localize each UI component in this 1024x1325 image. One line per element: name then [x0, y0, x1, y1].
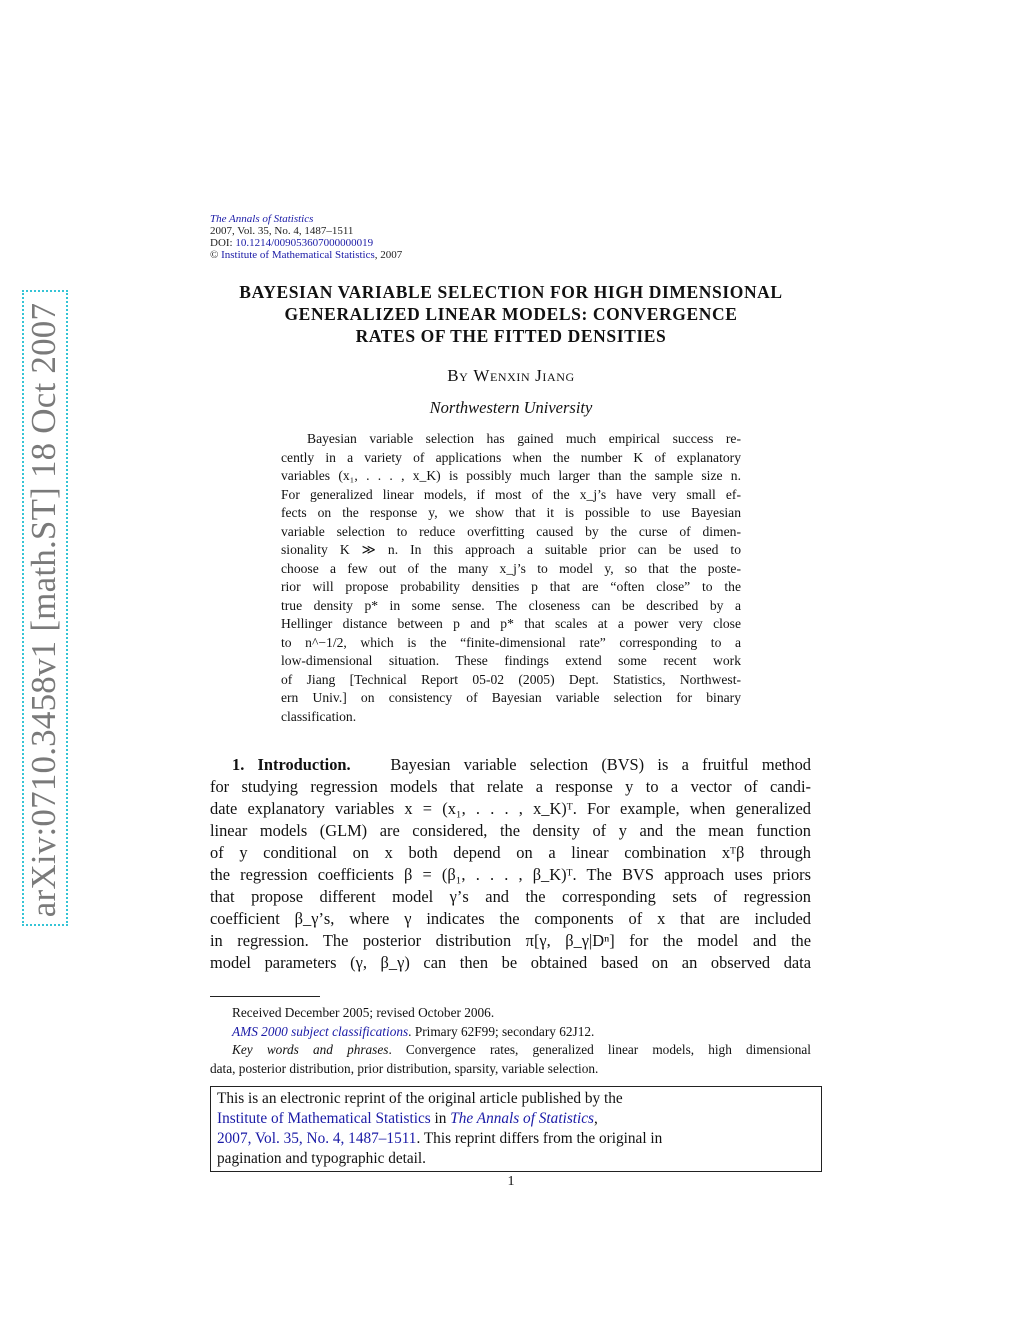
ims-reprint-link[interactable]: Institute of Mathematical Statistics	[217, 1110, 431, 1127]
title-line: GENERALIZED LINEAR MODELS: CONVERGENCE	[284, 304, 738, 324]
intro-line: for studying regression models that relate a response y to a vector of candi-	[210, 777, 811, 796]
footnotes	[210, 1004, 811, 1078]
reprint-line	[217, 1109, 815, 1129]
arxiv-identifier[interactable]: arXiv:0710.3458v1 [math.ST] 18 Oct 2007	[24, 302, 63, 918]
citation-link[interactable]: 2007, Vol. 35, No. 4, 1487–1511	[217, 1130, 417, 1147]
intro-line: linear models (GLM) are considered, the density of y and the mean function	[210, 821, 811, 840]
copyright-icon: ©	[210, 249, 219, 261]
intro-first-line	[210, 754, 811, 776]
abstract-line: rior will propose probability densities p that are “often close” to the	[281, 579, 741, 594]
by-label: By	[447, 366, 469, 385]
ams-classification-link[interactable]: AMS 2000 subject classifications	[232, 1023, 409, 1039]
received-date: Received December 2005; revised October 2006.	[232, 1005, 495, 1020]
doi-link[interactable]: 10.1214/009053607000000019	[235, 237, 374, 249]
abstract-line: For generalized linear models, if most of the x_j’s have very small ef-	[281, 486, 741, 502]
abstract-line: to n^−1/2, which is the “finite-dimensional rate” corresponding to a	[281, 634, 741, 650]
footnote-divider	[210, 996, 320, 997]
abstract-line: classification.	[281, 708, 357, 724]
abstract	[281, 430, 741, 726]
copyright-year: , 2007	[374, 249, 403, 261]
intro-text: Bayesian variable selection (BVS) is a fruitful method	[390, 755, 811, 774]
comma: ,	[594, 1110, 598, 1127]
abstract-line: sionality K ≫ n. In this approach a suitable prior can be used to	[281, 542, 741, 557]
title-line: RATES OF THE FITTED DENSITIES	[355, 326, 667, 346]
in-word: in	[430, 1110, 451, 1127]
paper-title	[210, 281, 812, 347]
keywords-line	[210, 1041, 811, 1060]
keywords-label: Key words and phrases	[232, 1042, 389, 1057]
keywords-continuation: data, posterior distribution, prior distribution, sparsity, variable selection.	[210, 1060, 599, 1076]
intro-line: model parameters (γ, β_γ) can then be obtained based on an observed data	[210, 953, 811, 972]
journal-volume: 2007, Vol. 35, No. 4, 1487–1511	[210, 225, 354, 237]
journal-name-link[interactable]: The Annals of Statistics	[210, 213, 314, 225]
intro-line: in regression. The posterior distribution π[γ, β_γ|Dⁿ] for the model and the	[210, 931, 811, 950]
title-line: BAYESIAN VARIABLE SELECTION FOR HIGH DIMENSIONAL	[239, 282, 783, 302]
reprint-notice	[210, 1086, 822, 1172]
abstract-line: true density p* in some sense. The closeness can be described by a	[281, 597, 741, 613]
intro-line: the regression coefficients β = (β₁, . . . , β_K)ᵀ. The BVS approach uses priors	[210, 865, 811, 884]
abstract-line: variable selection to reduce overfitting caused by the curse of dimen-	[281, 523, 741, 539]
abstract-line: low-dimensional situation. These findings extend some recent work	[281, 653, 741, 668]
ams-codes: . Primary 62F99; secondary 62J12.	[408, 1023, 595, 1039]
author-byline	[210, 366, 812, 386]
reprint-line	[217, 1129, 815, 1149]
author-name: Wenxin Jiang	[473, 366, 575, 385]
section-heading: 1. Introduction.	[232, 755, 351, 774]
reprint-line: This is an electronic reprint of the original article published by the	[217, 1090, 623, 1107]
intro-line: of y conditional on x both depend on a linear combination xᵀβ through	[210, 843, 811, 862]
author-affiliation: Northwestern University	[429, 398, 593, 417]
ams-classification	[210, 1023, 811, 1042]
abstract-line: variables (x₁, . . . , x_K) is possibly much larger than the sample size n.	[281, 468, 741, 483]
abstract-line: fects on the response y, we show that it is possible to use Bayesian	[281, 505, 741, 520]
abstract-line: ern Univ.] on consistency of Bayesian variable selection for binary	[281, 690, 741, 705]
abstract-line: of Jiang [Technical Report 05-02 (2005) Dept. Statistics, Northwest-	[281, 671, 741, 687]
abstract-line: Bayesian variable selection has gained much empirical success re-	[307, 431, 741, 446]
abstract-line: choose a few out of the many x_j’s to model y, so that the poste-	[281, 560, 741, 576]
reprint-line: pagination and typographic detail.	[217, 1150, 426, 1167]
abstract-line: Hellinger distance between p and p* that scales at a power very close	[281, 616, 741, 631]
intro-line: that propose different model γ’s and the corresponding sets of regression	[210, 887, 811, 906]
doi-label: DOI:	[210, 237, 236, 249]
reprint-text: . This reprint differs from the original in	[416, 1130, 663, 1147]
introduction-section	[210, 754, 811, 974]
intro-line: coefficient β_γ’s, where γ indicates the components of x that are included	[210, 909, 811, 928]
journal-reprint-link[interactable]: The Annals of Statistics	[450, 1110, 595, 1127]
page-number: 1	[507, 1174, 515, 1189]
abstract-line: cently in a variety of applications when the number K of explanatory	[281, 449, 741, 465]
keywords-text: . Convergence rates, generalized linear models, high dimensional	[388, 1042, 811, 1057]
journal-header	[210, 213, 402, 261]
ims-link[interactable]: Institute of Mathematical Statistics	[221, 249, 375, 261]
intro-line: date explanatory variables x = (x₁, . . . , x_K)ᵀ. For example, when generalized	[210, 799, 811, 818]
